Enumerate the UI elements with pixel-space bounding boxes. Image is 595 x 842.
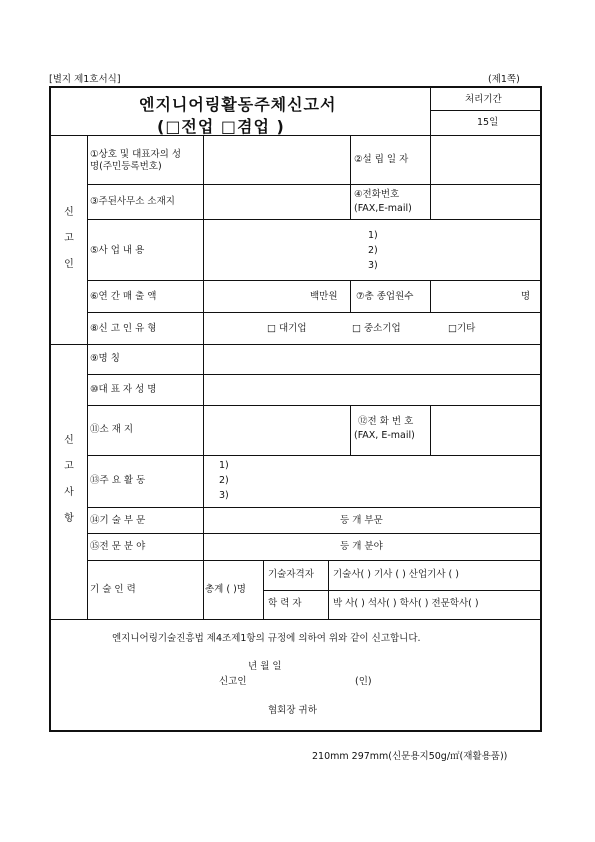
processing-period-label: 처리기간 <box>465 94 502 105</box>
type-label: ⑧신 고 인 유 형 <box>90 323 157 334</box>
activity-label: ⑬주 요 활 동 <box>90 475 146 486</box>
form-subtitle: (□전업 □겸업 ) <box>157 117 285 136</box>
education-label: 학 력 자 <box>268 598 302 609</box>
workforce-total: 총계 ( )명 <box>205 584 246 595</box>
reporter-section-label: 신 고 인 <box>64 207 74 270</box>
form-title: 엔지니어링활동주체신고서 <box>139 95 337 114</box>
report-section-label: 신 고 사 항 <box>64 435 74 524</box>
divider <box>263 590 542 591</box>
education-value: 박 사( ) 석사( ) 학사( ) 전문학사( ) <box>333 598 479 609</box>
divider <box>430 280 431 312</box>
divider <box>203 219 204 344</box>
form-number: [별지 제1호서식] <box>49 74 121 85</box>
location-label: ⑪소 재 지 <box>90 424 134 435</box>
divider <box>350 280 351 312</box>
divider <box>87 405 542 406</box>
report-phone-label-2: (FAX, E-mail) <box>354 430 415 441</box>
divider <box>430 405 431 455</box>
divider <box>87 455 542 456</box>
tech-dept-value: 등 개 부문 <box>340 515 383 526</box>
phone-label-2: (FAX,E-mail) <box>354 203 412 214</box>
est-date-label: ②설 립 일 자 <box>354 154 409 165</box>
divider <box>350 405 351 455</box>
addressee: 협회장 귀하 <box>268 705 317 716</box>
divider <box>203 344 204 619</box>
seal-mark: (인) <box>355 676 372 687</box>
divider <box>430 86 431 135</box>
activity-item-3: 3) <box>219 490 229 501</box>
org-name-label: ⑨명 칭 <box>90 353 120 364</box>
divider <box>87 560 542 561</box>
declaration-date: 년 월 일 <box>248 661 282 672</box>
divider <box>430 135 431 219</box>
employees-label: ⑦총 종업원수 <box>356 291 414 302</box>
divider <box>87 312 542 313</box>
specialty-value: 등 개 분야 <box>340 541 383 552</box>
divider <box>328 560 329 619</box>
phone-label: ④전화번호 <box>354 189 400 200</box>
divider <box>350 135 351 219</box>
page-number: (제1쪽) <box>488 74 520 85</box>
business-label: ⑤사 업 내 용 <box>90 245 145 256</box>
divider <box>87 184 542 185</box>
qualified-value: 기술사( ) 기사 ( ) 산업기사 ( ) <box>333 569 459 580</box>
address-label: ③주된사무소 소재지 <box>90 196 175 207</box>
tech-dept-label: ⑭기 술 부 문 <box>90 515 146 526</box>
divider <box>430 110 542 111</box>
divider <box>87 280 542 281</box>
sales-label: ⑥연 간 매 출 액 <box>90 291 157 302</box>
specialty-label: ⑮전 문 분 야 <box>90 541 146 552</box>
qualified-label: 기술자격자 <box>268 569 314 580</box>
declaration-statement: 엔지니어링기술진흥법 제4조제1항의 규정에 의하여 위와 같이 신고합니다. <box>112 633 421 644</box>
divider <box>87 135 88 619</box>
divider <box>49 344 542 345</box>
divider <box>203 135 204 219</box>
business-item-3: 3) <box>368 260 378 271</box>
divider <box>87 533 542 534</box>
name-label-2: 명(주민등록번호) <box>90 161 162 172</box>
activity-item-1: 1) <box>219 460 229 471</box>
type-option-sme[interactable]: □ 중소기업 <box>352 323 401 334</box>
processing-period-value: 15일 <box>477 117 499 128</box>
divider <box>87 507 542 508</box>
divider <box>49 619 542 620</box>
divider <box>87 374 542 375</box>
signer-label: 신고인 <box>219 676 247 687</box>
business-item-1: 1) <box>368 230 378 241</box>
type-option-other[interactable]: □기타 <box>448 323 476 334</box>
employees-unit: 명 <box>521 291 531 302</box>
divider <box>87 219 542 220</box>
representative-label: ⑩대 표 자 성 명 <box>90 384 157 395</box>
type-option-large[interactable]: □ 대기업 <box>267 323 307 334</box>
sales-unit: 백만원 <box>310 291 338 302</box>
divider <box>49 135 542 136</box>
paper-spec: 210mm 297mm(신문용지50g/㎡(재활용품)) <box>312 751 508 762</box>
business-item-2: 2) <box>368 245 378 256</box>
activity-item-2: 2) <box>219 475 229 486</box>
workforce-label: 기 술 인 력 <box>90 584 136 595</box>
divider <box>263 560 264 619</box>
name-label: ①상호 및 대표자의 성 <box>90 149 181 160</box>
report-phone-label: ⑫전 화 번 호 <box>358 416 414 427</box>
